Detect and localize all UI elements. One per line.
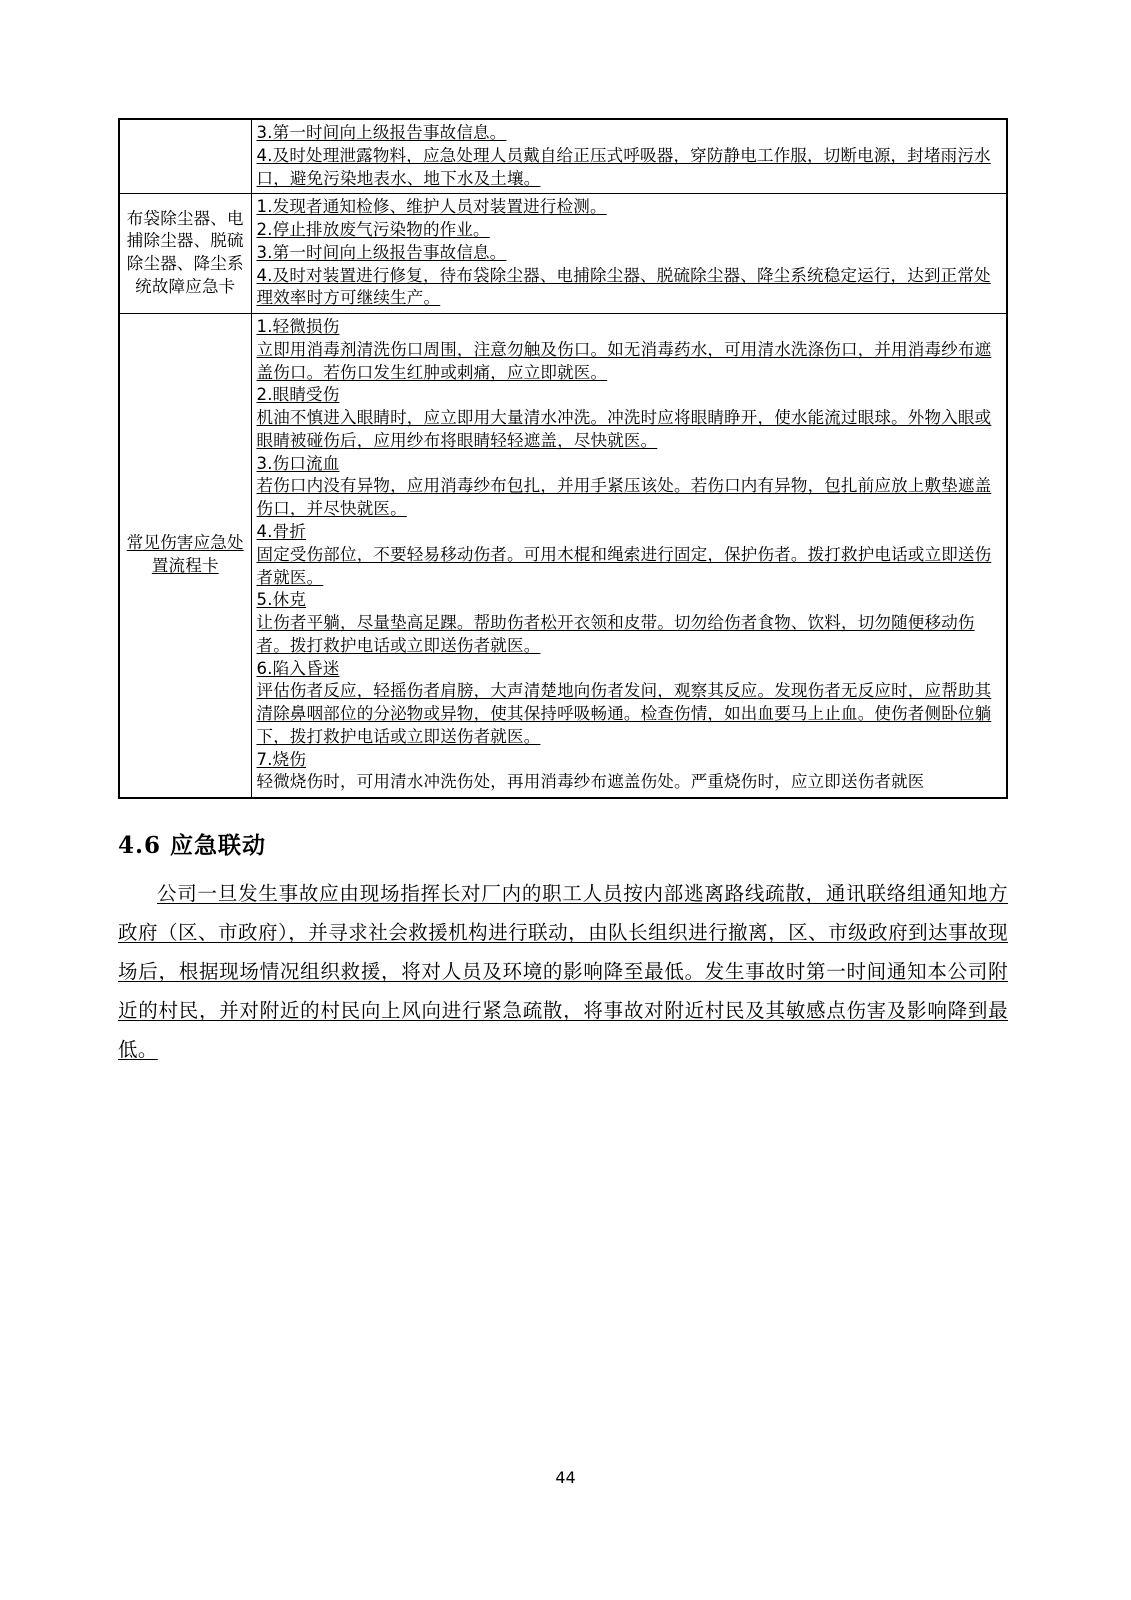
content-line: 5.休克 [256,590,307,610]
content-line: 3.第一时间向上级报告事故信息。 [256,242,507,262]
content-line: 让伤者平躺，尽量垫高足踝。帮助伤者松开衣领和皮带。切勿给伤者食物、饮料，切勿随便移动伤者。拨打救护电话或立即送伤者就医。 [256,613,975,655]
table-row-content [251,194,1007,314]
content-line: 轻微烧伤时，可用清水冲洗伤处，再用消毒纱布遮盖伤处。严重烧伤时，应立即送伤者就医 [256,772,925,792]
content-line: 4.及时对装置进行修复，待布袋除尘器、电捕除尘器、脱硫除尘器、降尘系统稳定运行，达到正常处理效率时方可继续生产。 [256,265,991,308]
table-row-content [251,119,1007,194]
content-line: 3.伤口流血 [256,453,340,473]
section-paragraph-text: 公司一旦发生事故应由现场指挥长对厂内的职工人员按内部逃离路线疏散，通讯联络组通知地方政府（区、市政府），并寻求社会救援机构进行联动，由队长组织进行撤离，区、市级政府到达事故现场后，根据现场情况组织救援，将对人员及环境的影响降至最低。发生事故时第一时间通知本公司附近的村民，并对附近的村民向上风向进行紧急疏散，将事故对附近村民及其敏感点伤害及影响降到最低。 [118,882,1008,1062]
table-row [119,119,1007,194]
content-line: 固定受伤部位，不要轻易移动伤者。可用木棍和绳索进行固定，保护伤者。拨打救护电话或立即送伤者就医。 [256,544,992,587]
content-line: 评估伤者反应，轻摇伤者肩膀，大声清楚地向伤者发问，观察其反应。发现伤者无反应时，应帮助其清除鼻咽部位的分泌物或异物，使其保持呼吸畅通。检查伤情，如出血要马上止血。使伤者侧卧位躺下，拨打救护电话或立即送伤者就医。 [256,681,992,746]
content-line: 3.第一时间向上级报告事故信息。 [256,123,507,142]
table-row-label [119,119,251,194]
table-row-label: 布袋除尘器、电捕除尘器、脱硫除尘器、降尘系统故障应急卡 [119,194,251,314]
content-line: 若伤口内没有异物，应用消毒纱布包扎，并用手紧压该处。若伤口内有异物，包扎前应放上敷垫遮盖伤口，并尽快就医。 [256,476,992,519]
content-line: 1.轻微损伤 [256,317,340,337]
page-content [118,118,1008,1069]
content-line: 7.烧伤 [256,749,307,769]
content-line: 立即用消毒剂清洗伤口周围，注意勿触及伤口。如无消毒药水，可用清水洗涤伤口，并用消毒纱布遮盖伤口。若伤口发生红肿或刺痛，应立即就医。 [256,339,992,382]
content-line: 4.及时处理泄露物料，应急处理人员戴自给正压式呼吸器，穿防静电工作服，切断电源，封堵雨污水口，避免污染地表水、地下水及土壤。 [256,145,991,188]
content-line: 1.发现者通知检修、维护人员对装置进行检测。 [256,197,607,217]
content-line: 4.骨折 [256,522,307,542]
section-heading: 4.6 应急联动 [118,832,267,860]
content-line: 机油不慎进入眼睛时，应立即用大量清水冲洗。冲洗时应将眼睛睁开，使水能流过眼球。外物入眼或眼睛被碰伤后，应用纱布将眼睛轻轻遮盖，尽快就医。 [256,408,992,450]
table-row [119,194,1007,314]
table-row-label [119,314,251,799]
content-line: 6.陷入昏迷 [256,658,340,678]
content-line: 2.眼睛受伤 [256,385,340,405]
page-number: 44 [555,1468,576,1487]
emergency-cards-table [118,118,1008,799]
table-row-content [251,314,1007,799]
content-line: 2.停止排放废气污染物的作业。 [256,220,490,240]
section-paragraph [118,874,1008,1069]
table-row-label-text: 常见伤害应急处置流程卡 [126,533,244,576]
table-row [119,314,1007,799]
